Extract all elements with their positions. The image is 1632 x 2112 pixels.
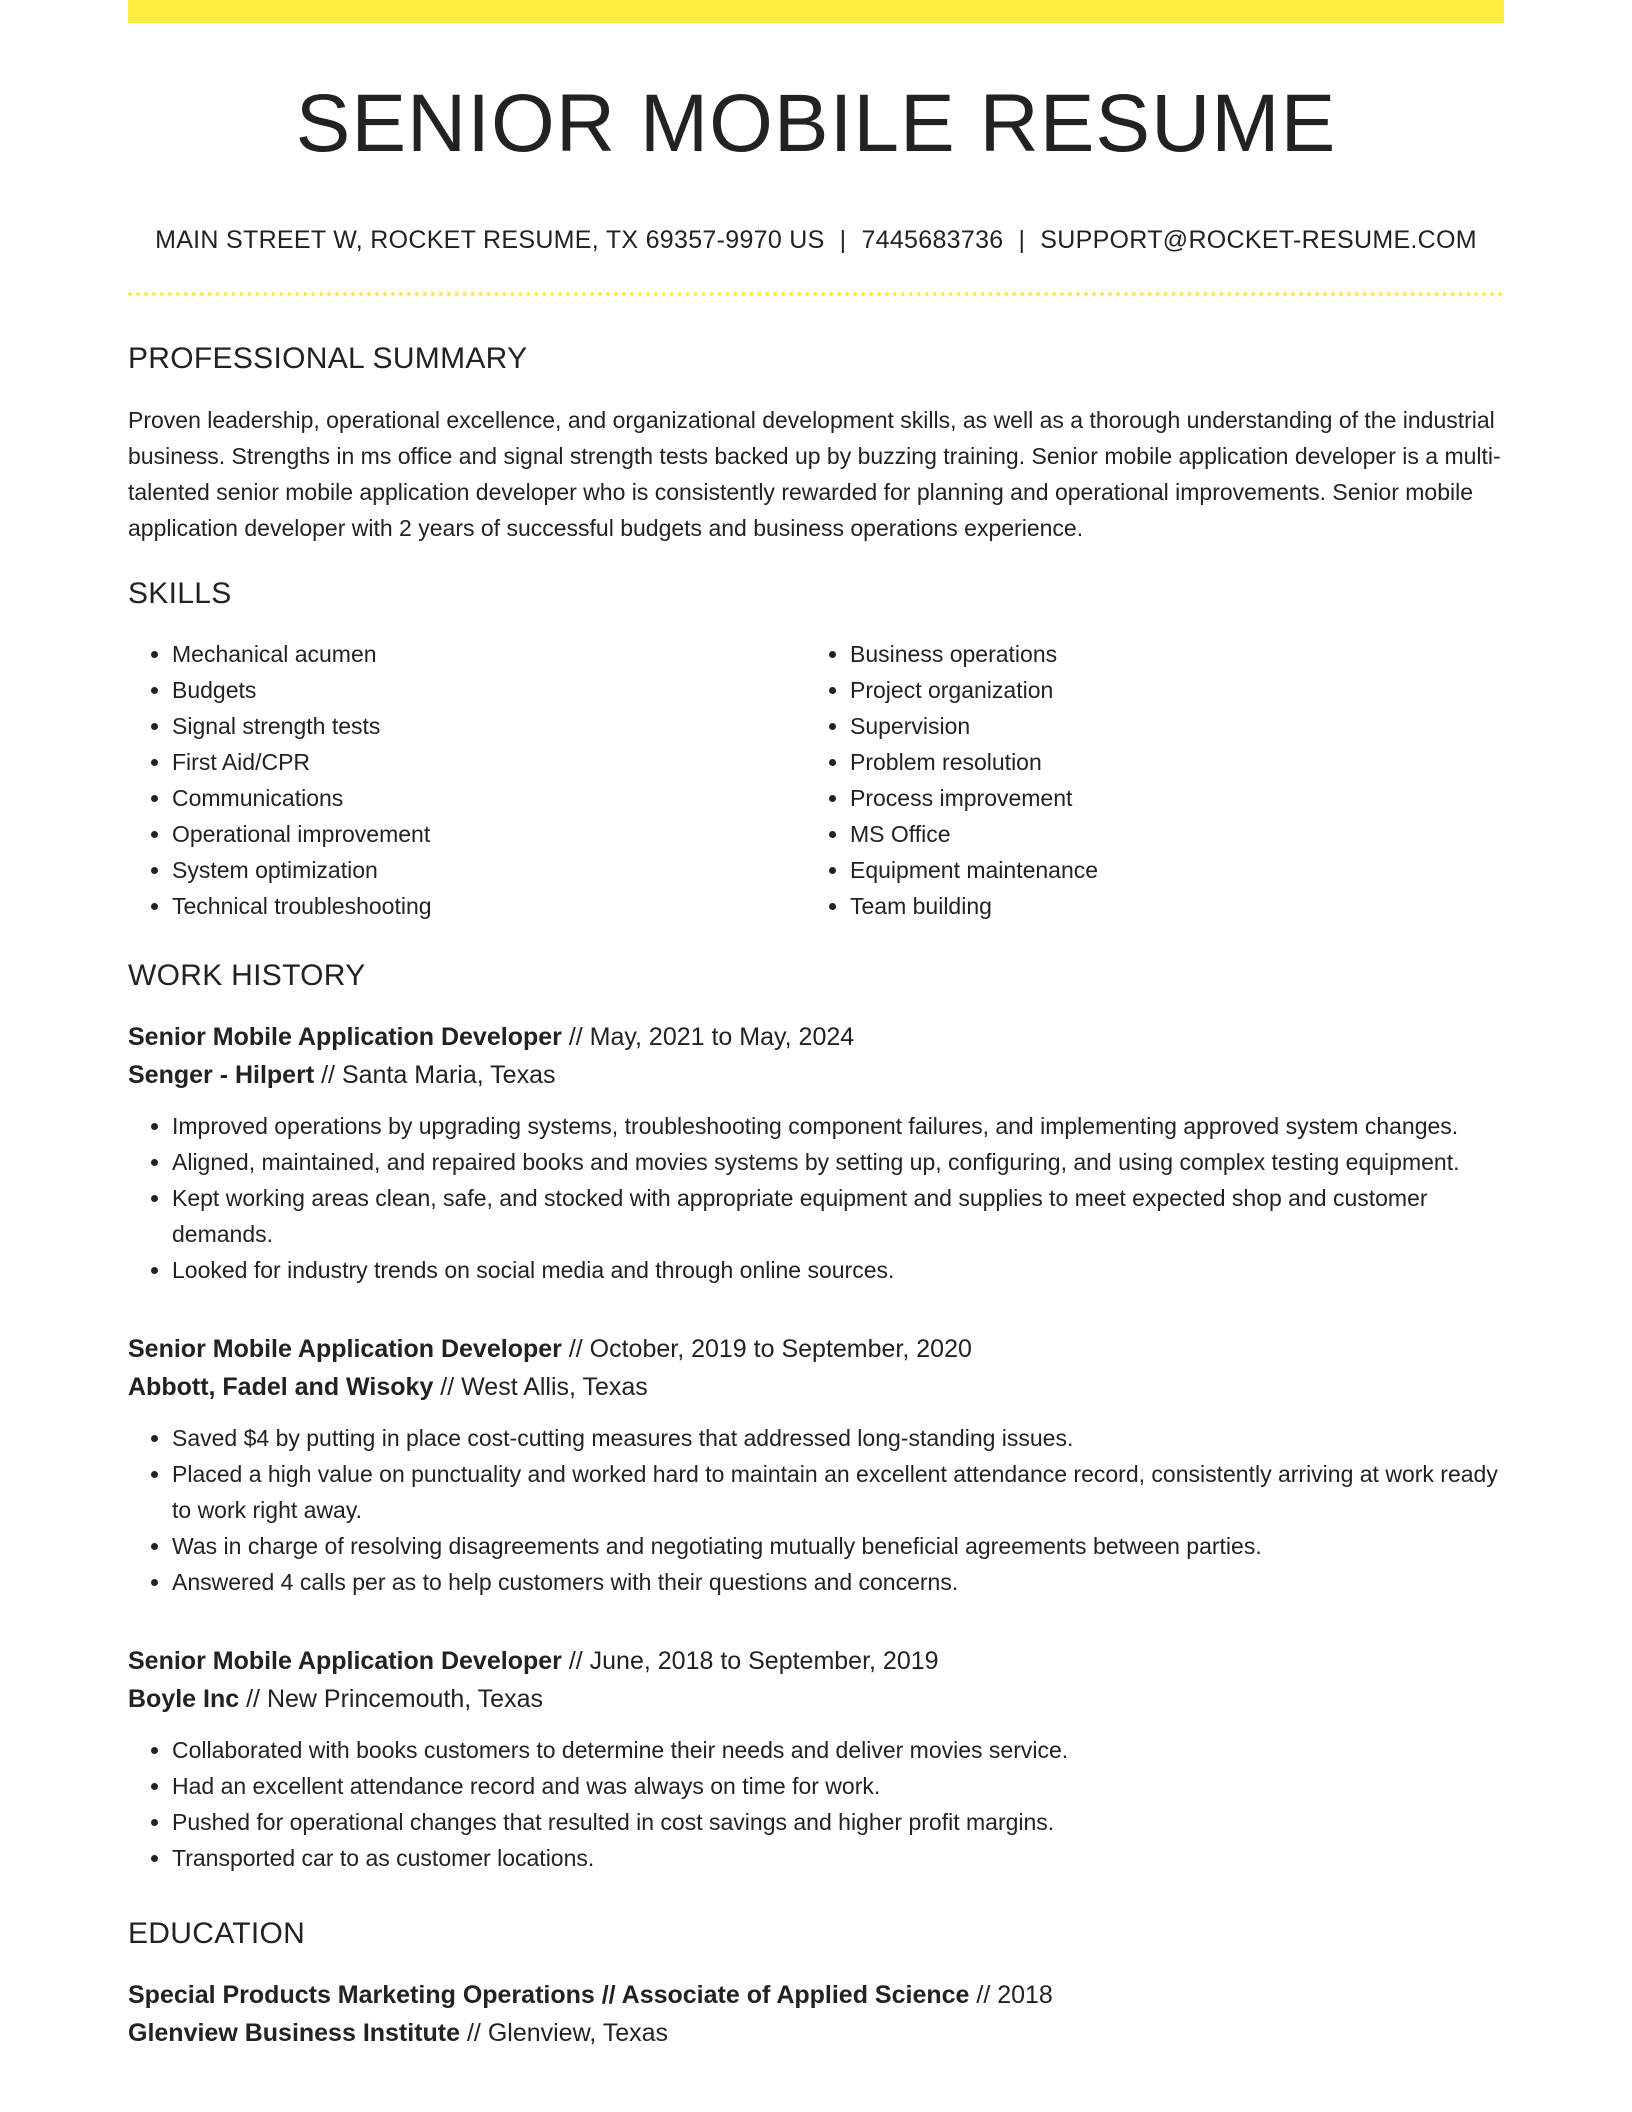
job-entry [128,1018,1504,1288]
education-location: // Glenview, Texas [460,2019,669,2047]
job-bullet: • Kept working areas clean, safe, and stocked with appropriate equipment and supplies to meet expected shop and customer demands. [172,1180,1504,1252]
education-heading: EDUCATION [128,1917,306,1950]
skill-item: • System optimization [172,852,806,888]
job-bullet: • Improved operations by upgrading systems, troubleshooting component failures, and implementing approved system changes. [172,1108,1504,1144]
job-entry [128,1330,1504,1600]
skills-column-right [806,636,1484,924]
job-bullet: • Was in charge of resolving disagreements and negotiating mutually beneficial agreements between parties. [172,1528,1504,1564]
job-title-line [128,1330,1504,1368]
contact-separator: | [1018,226,1026,254]
job-company: Senger - Hilpert [128,1061,315,1089]
job-location: // New Princemouth, Texas [239,1685,543,1713]
contact-line [128,225,1504,255]
resume-title: SENIOR MOBILE RESUME [295,78,1337,169]
job-title-line [128,1018,1504,1056]
job-entry [128,1642,1504,1876]
skill-item: • First Aid/CPR [172,744,806,780]
education-school-line [128,2014,1504,2052]
work-history-heading: WORK HISTORY [128,959,366,992]
job-location: // Santa Maria, Texas [314,1061,556,1089]
skill-item: • Business operations [850,636,1484,672]
skill-item: • Problem resolution [850,744,1484,780]
skill-item: • Communications [172,780,806,816]
job-title: Senior Mobile Application Developer [128,1647,562,1675]
job-bullets [128,1108,1504,1288]
job-bullet: • Saved $4 by putting in place cost-cutting measures that addressed long-standing issues. [172,1420,1504,1456]
skill-item: • Mechanical acumen [172,636,806,672]
job-bullets [128,1420,1504,1600]
education-entry [128,1976,1504,2052]
contact-address: MAIN STREET W, ROCKET RESUME, TX 69357-9970 US [155,226,825,254]
job-bullets [128,1732,1504,1876]
education-degree: Special Products Marketing Operations // Associate of Applied Science [128,1981,970,2009]
job-bullet: • Transported car to as customer locations. [172,1840,1504,1876]
skill-item: • Budgets [172,672,806,708]
skill-item: • Supervision [850,708,1484,744]
skill-item: • MS Office [850,816,1484,852]
job-location: // West Allis, Texas [433,1373,648,1401]
dotted-divider [128,292,1504,296]
skills-list [128,636,1504,924]
job-title: Senior Mobile Application Developer [128,1335,562,1363]
skill-item: • Team building [850,888,1484,924]
resume-page [128,0,1504,2052]
skill-item: • Technical troubleshooting [172,888,806,924]
job-company-line [128,1056,1504,1094]
job-bullet: • Collaborated with books customers to determine their needs and deliver movies service. [172,1732,1504,1768]
job-bullet: • Pushed for operational changes that resulted in cost savings and higher profit margins. [172,1804,1504,1840]
education-year: // 2018 [969,1981,1053,2009]
job-bullet: • Placed a high value on punctuality and worked hard to maintain an excellent attendance record, consistently arriving at work ready to work right away. [172,1456,1504,1528]
contact-phone: 7445683736 [861,226,1004,254]
skill-item: • Project organization [850,672,1484,708]
job-company-line [128,1680,1504,1718]
job-bullet: • Had an excellent attendance record and was always on time for work. [172,1768,1504,1804]
job-dates: // May, 2021 to May, 2024 [561,1023,855,1051]
job-dates: // June, 2018 to September, 2019 [561,1647,939,1675]
skills-column-left [128,636,806,924]
education-school: Glenview Business Institute [128,2019,461,2047]
job-company: Boyle Inc [128,1685,240,1713]
contact-separator: | [839,226,847,254]
summary-heading: PROFESSIONAL SUMMARY [128,342,528,375]
job-dates: // October, 2019 to September, 2020 [561,1335,972,1363]
skill-item: • Equipment maintenance [850,852,1484,888]
job-bullet: • Aligned, maintained, and repaired books and movies systems by setting up, configuring, and using complex testing equipment. [172,1144,1504,1180]
summary-text: Proven leadership, operational excellence, and organizational development skills, as well as a thorough understanding of the industrial business. Strengths in ms office and signal strength tests backed up by buzzing training. Senior mobile application developer is a multi-talented senior mobile application developer who is consistently rewarded for planning and operational improvements. Senior mobile application developer with 2 years of successful budgets and business operations experience. [128,407,1501,541]
job-title-line [128,1642,1504,1680]
job-bullet: • Looked for industry trends on social media and through online sources. [172,1252,1504,1288]
job-company: Abbott, Fadel and Wisoky [128,1373,434,1401]
education-degree-line [128,1976,1504,2014]
skill-item: • Process improvement [850,780,1484,816]
skill-item: • Signal strength tests [172,708,806,744]
contact-email: SUPPORT@ROCKET-RESUME.COM [1040,226,1477,254]
skill-item: • Operational improvement [172,816,806,852]
skills-heading: SKILLS [128,577,232,610]
top-accent-bar [128,0,1504,23]
job-company-line [128,1368,1504,1406]
job-title: Senior Mobile Application Developer [128,1023,562,1051]
job-bullet: • Answered 4 calls per as to help customers with their questions and concerns. [172,1564,1504,1600]
